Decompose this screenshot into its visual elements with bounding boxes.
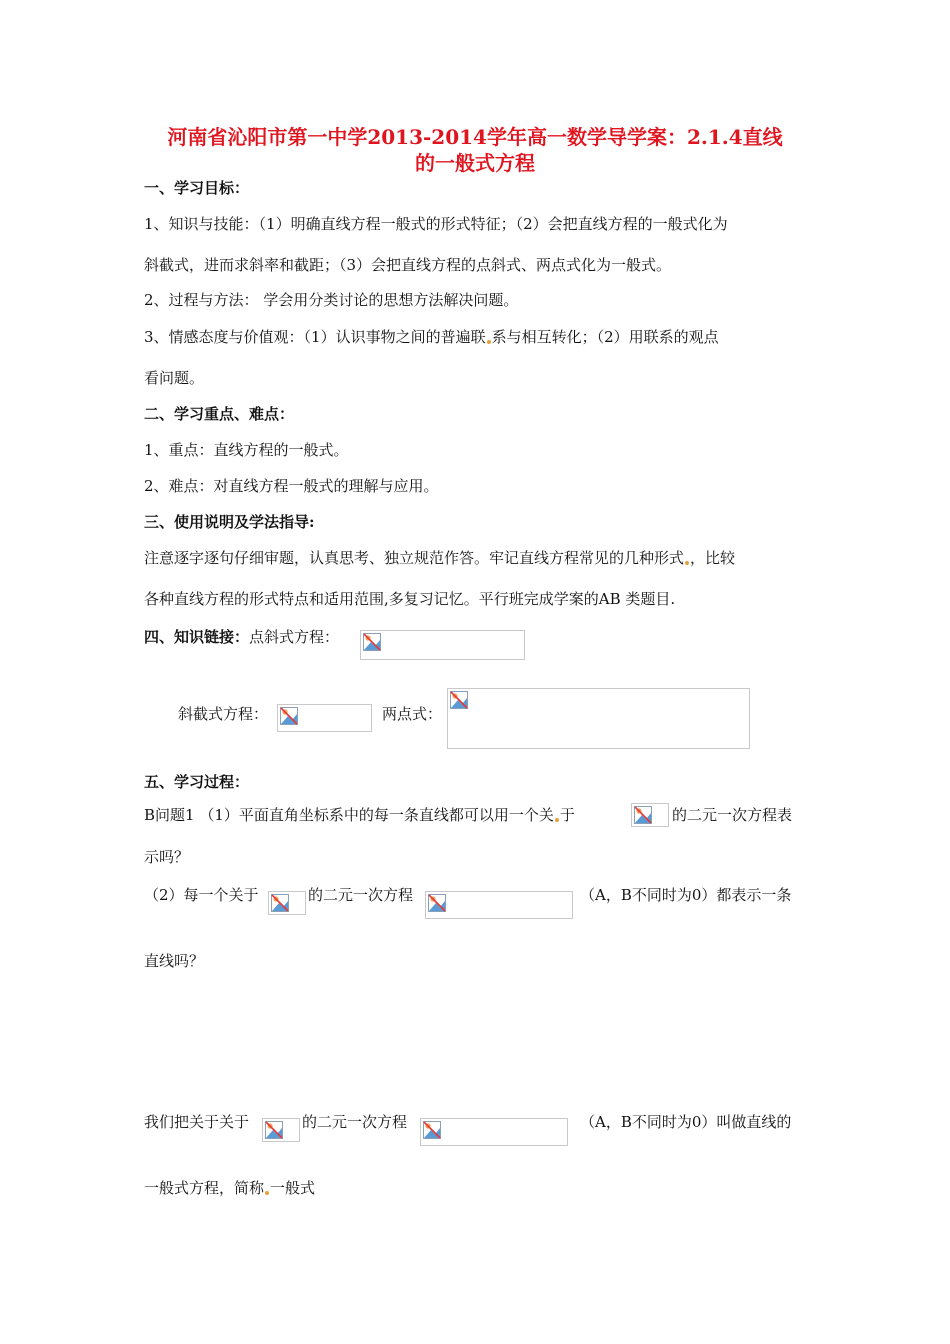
section-5-heading: 五、学习过程： bbox=[144, 773, 250, 791]
question-2-tail: （A，B不同时为0）都表示一条 bbox=[580, 886, 792, 904]
question-2-middle: 的二元一次方程 bbox=[308, 886, 414, 904]
section-3-heading: 三、使用说明及学法指导: bbox=[144, 513, 315, 531]
section-4-heading: 四、知识链接： bbox=[144, 628, 250, 646]
anchor-marker bbox=[487, 340, 491, 344]
two-point-label: 两点式： bbox=[382, 705, 443, 723]
paragraph: 1、知识与技能：（1）明确直线方程一般式的形式特征；（2）会把直线方程的一般式化为 bbox=[144, 215, 728, 233]
paragraph: 各种直线方程的形式特点和适用范围,多复习记忆。平行班完成学案的AB 类题目. bbox=[144, 590, 676, 608]
broken-image-icon bbox=[271, 894, 289, 912]
broken-image-icon bbox=[280, 707, 298, 725]
paragraph: 2、难点：对直线方程一般式的理解与应用。 bbox=[144, 477, 439, 495]
definition-tail: （A，B不同时为0）叫做直线的 bbox=[580, 1113, 792, 1131]
section-2-heading: 二、学习重点、难点： bbox=[144, 405, 295, 423]
formula-image-general-form bbox=[425, 891, 573, 919]
anchor-marker bbox=[265, 1191, 269, 1195]
paragraph: 3、情感态度与价值观：（1）认识事物之间的普遍联 系与相互转化；（2）用联系的观点 bbox=[144, 328, 719, 346]
question-2-start: （2）每一个关于 bbox=[144, 886, 259, 904]
anchor-marker bbox=[555, 818, 559, 822]
broken-image-icon bbox=[363, 633, 381, 651]
slope-intercept-label: 斜截式方程： bbox=[178, 705, 269, 723]
title-line-1: 河南省沁阳市第一中学2013-2014学年高一数学导学案：2.1.4直线 bbox=[167, 125, 783, 149]
formula-image-xy bbox=[631, 803, 669, 827]
broken-image-icon bbox=[450, 691, 468, 709]
point-slope-label: 点斜式方程： bbox=[249, 628, 340, 646]
definition-middle: 的二元一次方程 bbox=[302, 1113, 408, 1131]
knowledge-link-line bbox=[144, 627, 339, 647]
anchor-marker bbox=[685, 561, 689, 565]
paragraph: 1、重点：直线方程的一般式。 bbox=[144, 441, 349, 459]
formula-image-slope-intercept bbox=[277, 704, 372, 732]
paragraph: 注意逐字逐句仔细审题，认真思考、独立规范作答。牢记直线方程常见的几种形式 ，比较 bbox=[144, 549, 736, 567]
title-line-2: 的一般式方程 bbox=[415, 151, 535, 175]
formula-image-two-point bbox=[447, 688, 750, 749]
paragraph: 2、过程与方法： 学会用分类讨论的思想方法解决问题。 bbox=[144, 291, 519, 309]
broken-image-icon bbox=[265, 1121, 283, 1139]
formula-image-point-slope bbox=[360, 630, 525, 660]
paragraph: 看问题。 bbox=[144, 369, 205, 387]
definition-end: 一般式方程，简称 一般式 bbox=[144, 1179, 316, 1197]
paragraph: 直线吗？ bbox=[144, 952, 205, 970]
formula-image-xy bbox=[268, 891, 306, 915]
document-title bbox=[120, 124, 830, 176]
definition-start: 我们把关于关于 bbox=[144, 1113, 250, 1131]
formula-image-general-form bbox=[420, 1118, 568, 1146]
broken-image-icon bbox=[428, 894, 446, 912]
broken-image-icon bbox=[634, 806, 652, 824]
broken-image-icon bbox=[423, 1121, 441, 1139]
question-1-tail: 的二元一次方程表 bbox=[672, 806, 793, 824]
formula-image-xy bbox=[262, 1118, 300, 1142]
question-1-line: B问题1 （1）平面直角坐标系中的每一条直线都可以用一个关 于 bbox=[144, 806, 575, 824]
paragraph: 示吗？ bbox=[144, 848, 190, 866]
section-1-heading: 一、学习目标： bbox=[144, 179, 250, 197]
paragraph: 斜截式，进而求斜率和截距；（3）会把直线方程的点斜式、两点式化为一般式。 bbox=[144, 256, 672, 274]
